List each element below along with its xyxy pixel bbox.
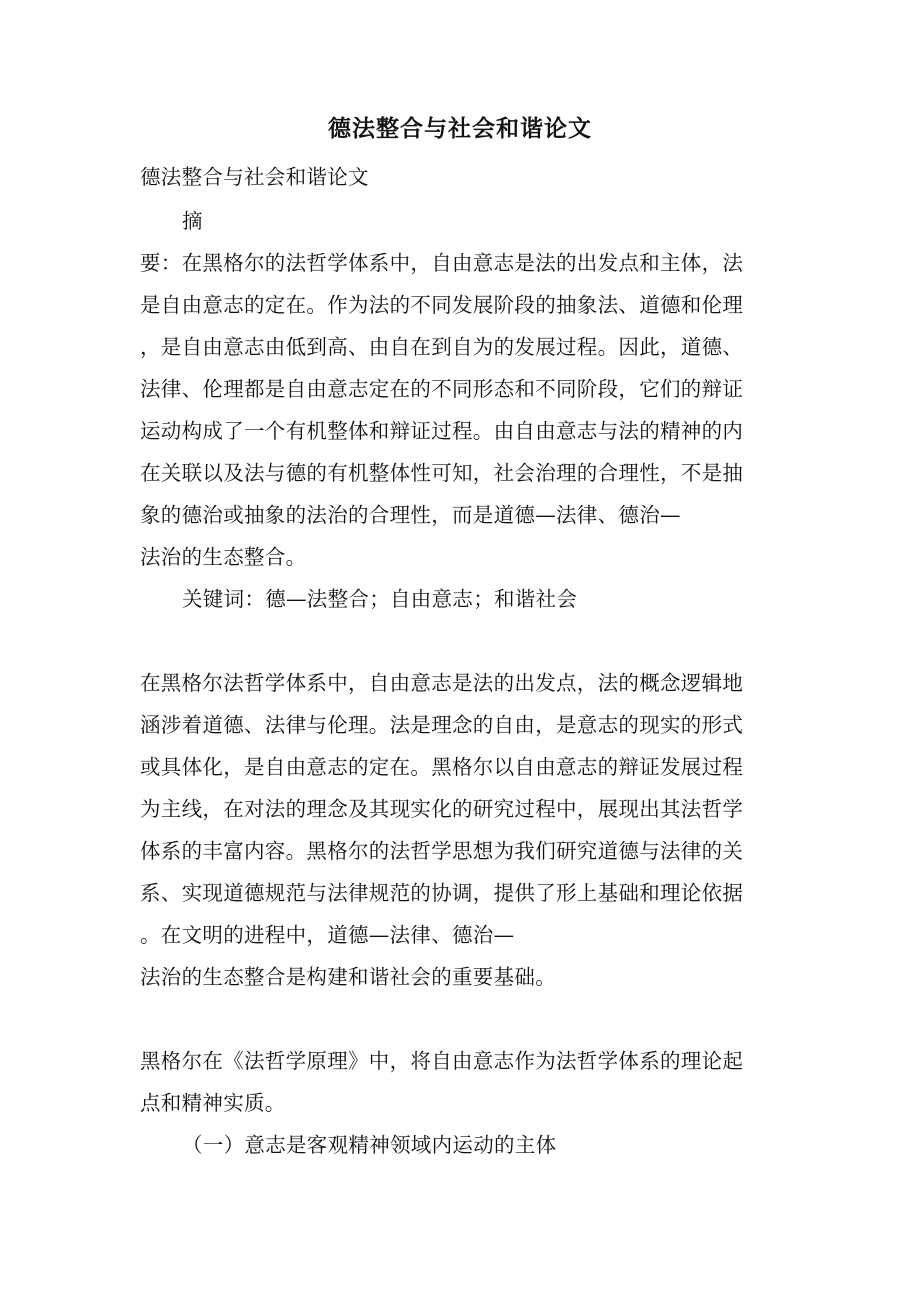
document-title: 德法整合与社会和谐论文 — [328, 115, 592, 142]
abstract-line: 在关联以及法与德的有机整体性可知，社会治理的合理性，不是抽 — [140, 461, 744, 485]
abstract-line: ，是自由意志由低到高、由自在到自为的发展过程。因此，道德、 — [140, 335, 744, 359]
abstract-line: 法律、伦理都是自由意志定在的不同形态和不同阶段，它们的辩证 — [140, 377, 744, 401]
abstract-label: 摘 — [182, 209, 203, 233]
paragraph-line: 涵涉着道德、法律与伦理。法是理念的自由，是意志的现实的形式 — [140, 713, 744, 737]
paragraph-line: 法治的生态整合是构建和谐社会的重要基础。 — [140, 965, 556, 989]
paragraph-line: 或具体化，是自由意志的定在。黑格尔以自由意志的辩证发展过程 — [140, 755, 744, 779]
paragraph-line: 黑格尔在《法哲学原理》中，将自由意志作为法哲学体系的理论起 — [140, 1049, 744, 1073]
abstract-line: 法治的生态整合。 — [140, 545, 307, 569]
abstract-line: 象的德治或抽象的法治的合理性，而是道德—法律、德治— — [140, 503, 681, 527]
section-heading: （一）意志是客观精神领域内运动的主体 — [182, 1133, 557, 1157]
abstract-line: 运动构成了一个有机整体和辩证过程。由自由意志与法的精神的内 — [140, 419, 744, 443]
paragraph-line: 系、实现道德规范与法律规范的协调，提供了形上基础和理论依据 — [140, 881, 744, 905]
document-subtitle: 德法整合与社会和谐论文 — [140, 165, 369, 189]
paragraph-line: 体系的丰富内容。黑格尔的法哲学思想为我们研究道德与法律的关 — [140, 839, 744, 863]
abstract-line: 是自由意志的定在。作为法的不同发展阶段的抽象法、道德和伦理 — [140, 293, 744, 317]
paragraph-line: 。在文明的进程中，道德—法律、德治— — [140, 923, 515, 947]
paragraph-line: 为主线，在对法的理念及其现实化的研究过程中，展现出其法哲学 — [140, 797, 744, 821]
paragraph-line: 点和精神实质。 — [140, 1091, 286, 1115]
keywords: 关键词：德—法整合；自由意志；和谐社会 — [182, 587, 578, 611]
paragraph-line: 在黑格尔法哲学体系中，自由意志是法的出发点，法的概念逻辑地 — [140, 671, 744, 695]
abstract-line: 要：在黑格尔的法哲学体系中，自由意志是法的出发点和主体，法 — [140, 251, 744, 275]
